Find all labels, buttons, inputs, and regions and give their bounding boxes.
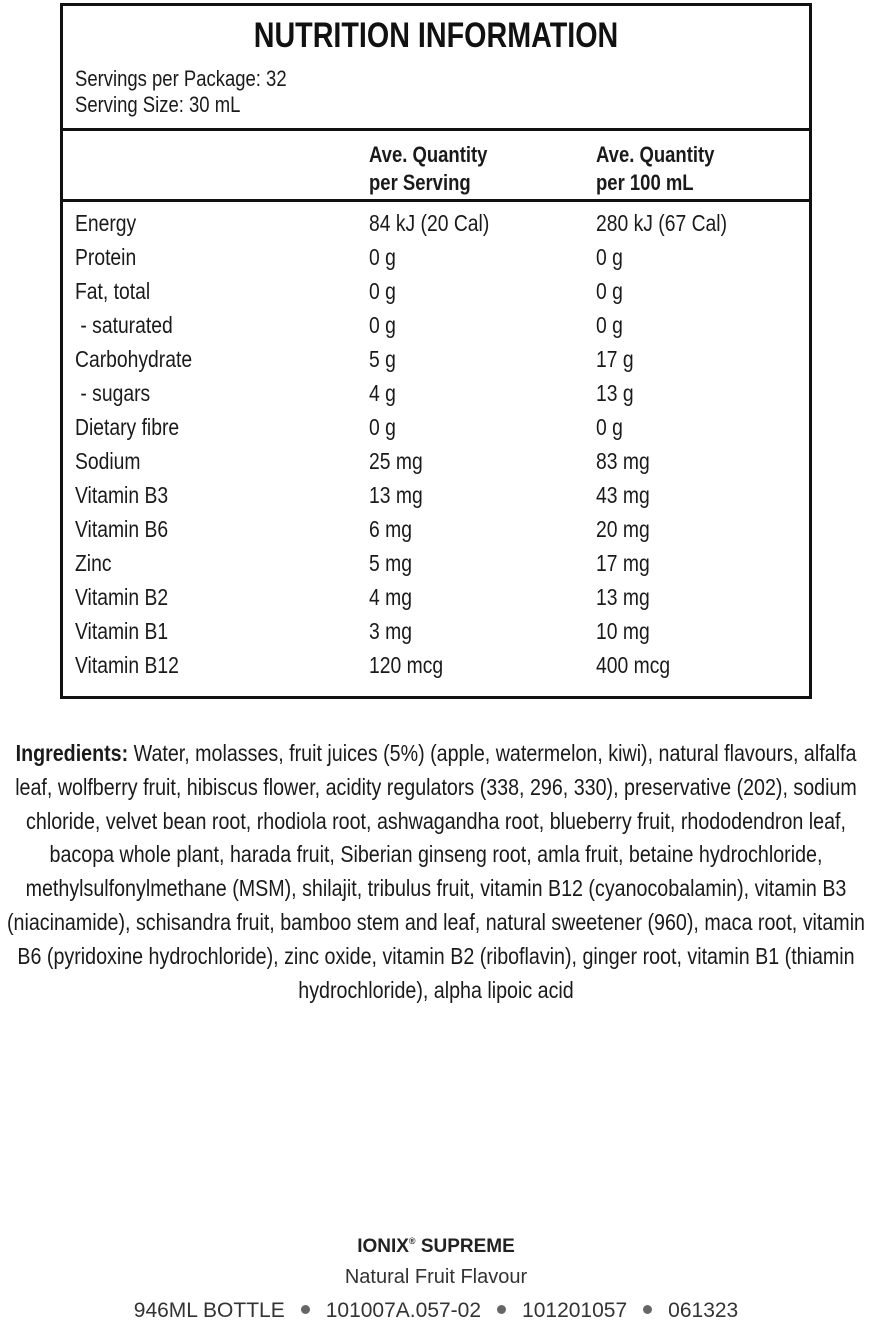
nutrition-panel: [60, 3, 812, 699]
table-row: [63, 244, 809, 278]
servings-info: [75, 66, 287, 118]
table-row: [63, 584, 809, 618]
per-100ml-value: 17 mg: [596, 550, 650, 576]
table-row: [63, 380, 809, 414]
per-100ml-value: 0 g: [596, 244, 623, 270]
table-row: [63, 448, 809, 482]
nutrient-label: - sugars: [75, 380, 151, 406]
per-serving-value: 0 g: [369, 278, 396, 304]
per-serving-value: 0 g: [369, 244, 396, 270]
table-row: [63, 414, 809, 448]
nutrient-label: Carbohydrate: [75, 346, 193, 372]
brand-suffix: SUPREME: [415, 1236, 515, 1257]
table-row: [63, 550, 809, 584]
bullet-dot-icon: [497, 1305, 506, 1314]
bullet-dot-icon: [301, 1305, 310, 1314]
nutrient-label: Fat, total: [75, 278, 151, 304]
nutrient-label: Zinc: [75, 550, 112, 576]
ingredients-label: Ingredients:: [15, 740, 129, 766]
divider: [63, 199, 809, 202]
per-serving-value: 13 mg: [369, 482, 423, 508]
bottle-size: 946ML BOTTLE: [133, 1299, 285, 1322]
per-serving-value: 25 mg: [369, 448, 423, 474]
per-100ml-value: 0 g: [596, 278, 623, 304]
nutrient-label: Protein: [75, 244, 137, 270]
nutrient-label: Sodium: [75, 448, 141, 474]
registered-mark: ®: [408, 1236, 416, 1246]
brand-name: IONIX: [357, 1236, 409, 1257]
table-row: [63, 652, 809, 686]
per-serving-value: 120 mcg: [369, 652, 444, 678]
nutrient-label: Dietary fibre: [75, 414, 180, 440]
per-serving-value: 6 mg: [369, 516, 412, 542]
per-100ml-value: 43 mg: [596, 482, 650, 508]
nutrient-label: Vitamin B6: [75, 516, 169, 542]
serving-size: Serving Size: 30 mL: [75, 92, 241, 117]
per-serving-value: 4 mg: [369, 584, 412, 610]
nutrient-label: - saturated: [75, 312, 173, 338]
table-row: [63, 482, 809, 516]
per-100ml-value: 10 mg: [596, 618, 650, 644]
column-header-line: per Serving: [369, 170, 471, 195]
panel-title: NUTRITION INFORMATION: [253, 16, 619, 55]
product-codes: [0, 1299, 872, 1323]
per-100ml-value: 13 mg: [596, 584, 650, 610]
column-header-per-100ml: [596, 141, 714, 197]
nutrient-label: Vitamin B2: [75, 584, 169, 610]
table-row: [63, 346, 809, 380]
nutrient-label: Energy: [75, 210, 137, 236]
column-header-per-serving: [369, 141, 487, 197]
table-row: [63, 618, 809, 652]
nutrient-label: Vitamin B12: [75, 652, 179, 678]
per-100ml-value: 13 g: [596, 380, 634, 406]
per-serving-value: 5 mg: [369, 550, 412, 576]
table-row: [63, 278, 809, 312]
ingredients-section: [0, 737, 872, 1007]
per-100ml-value: 83 mg: [596, 448, 650, 474]
table-row: [63, 210, 809, 244]
per-100ml-value: 0 g: [596, 312, 623, 338]
per-100ml-value: 0 g: [596, 414, 623, 440]
flavour-line: Natural Fruit Flavour: [344, 1266, 528, 1288]
nutrient-label: Vitamin B1: [75, 618, 169, 644]
product-code: 101007A.057-02: [325, 1299, 482, 1322]
nutrition-table: [63, 210, 809, 686]
per-100ml-value: 17 g: [596, 346, 634, 372]
product-name: [0, 1236, 872, 1258]
per-serving-value: 3 mg: [369, 618, 412, 644]
per-100ml-value: 400 mcg: [596, 652, 671, 678]
nutrient-label: Vitamin B3: [75, 482, 169, 508]
ingredients-text: Water, molasses, fruit juices (5%) (apple, watermelon, kiwi), natural flavours, alfalfa leaf, wolfberry fruit, hibiscus flower, acidity regulators (338, 296, 330), preservative (202), sodium chloride, velvet bean root, rhodiola root, ashwagandha root, blueberry fruit, rhododendron leaf, bacopa whole plant, harada fruit, Siberian ginseng root, amla fruit, betaine hydrochloride, methylsulfonylmethane (MSM), shilajit, tribulus fruit, vitamin B12 (cyanocobalamin), vitamin B3 (niacinamide), schisandra fruit, bamboo stem and leaf, natural sweetener (960), maca root, vitamin B6 (pyridoxine hydrochloride), zinc oxide, vitamin B2 (riboflavin), ginger root, vitamin B1 (thiamin hydrochloride), alpha lipoic acid: [6, 740, 866, 1003]
column-header-line: Ave. Quantity: [596, 142, 715, 167]
per-serving-value: 84 kJ (20 Cal): [369, 210, 490, 236]
ingredients-paragraph: [4, 737, 868, 1007]
column-header-line: Ave. Quantity: [369, 142, 488, 167]
bullet-dot-icon: [643, 1305, 652, 1314]
date-code: 061323: [668, 1299, 739, 1322]
column-header-line: per 100 mL: [596, 170, 694, 195]
per-serving-value: 5 g: [369, 346, 396, 372]
item-number: 101201057: [522, 1299, 628, 1322]
per-serving-value: 4 g: [369, 380, 396, 406]
divider: [63, 128, 809, 131]
table-row: [63, 312, 809, 346]
per-serving-value: 0 g: [369, 312, 396, 338]
per-serving-value: 0 g: [369, 414, 396, 440]
table-row: [63, 516, 809, 550]
per-100ml-value: 280 kJ (67 Cal): [596, 210, 728, 236]
per-100ml-value: 20 mg: [596, 516, 650, 542]
servings-per-package: Servings per Package: 32: [75, 66, 287, 91]
